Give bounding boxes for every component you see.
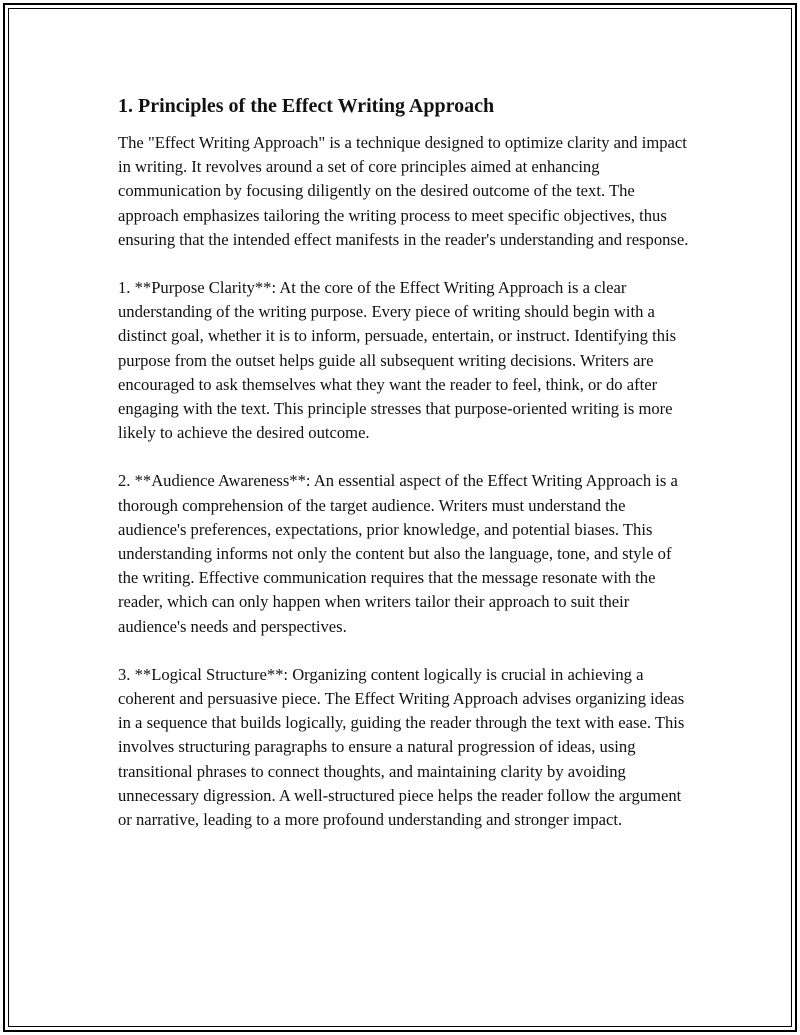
audience-awareness-paragraph: 2. **Audience Awareness**: An essential aspect of the Effect Writing Approach is a thorough comprehension of the target audience. Writers must understand the audience's preferences, expectations, prior knowledge, and potential biases. This understanding informs not only the content but also the language, tone, and style of the writing. Effective communication requires that the message resonate with the reader, which can only happen when writers tailor their approach to suit their audience's needs and perspectives. [118, 471, 678, 636]
document-body [118, 92, 690, 856]
purpose-clarity-paragraph: 1. **Purpose Clarity**: At the core of the Effect Writing Approach is a clear understanding of the writing purpose. Every piece of writing should begin with a distinct goal, whether it is to inform, persuade, entertain, or instruct. Identifying this purpose from the outset helps guide all subsequent writing decisions. Writers are encouraged to ask themselves what they want the reader to feel, think, or do after engaging with the text. This principle stresses that purpose-oriented writing is more likely to achieve the desired outcome. [118, 278, 677, 443]
intro-paragraph: The "Effect Writing Approach" is a technique designed to optimize clarity and impact in writing. It revolves around a set of core principles aimed at enhancing communication by focusing diligently on the desired outcome of the text. The approach emphasizes tailoring the writing process to meet specific objectives, thus ensuring that the intended effect manifests in the reader's understanding and response. [118, 133, 689, 249]
logical-structure-paragraph: 3. **Logical Structure**: Organizing content logically is crucial in achieving a coherent and persuasive piece. The Effect Writing Approach advises organizing ideas in a sequence that builds logically, guiding the reader through the text with ease. This involves structuring paragraphs to ensure a natural progression of ideas, using transitional phrases to connect thoughts, and maintaining clarity by avoiding unnecessary digression. A well-structured piece helps the reader follow the argument or narrative, leading to a more profound understanding and stronger impact. [118, 664, 685, 830]
section-heading: 1. Principles of the Effect Writing Approach [118, 95, 495, 117]
